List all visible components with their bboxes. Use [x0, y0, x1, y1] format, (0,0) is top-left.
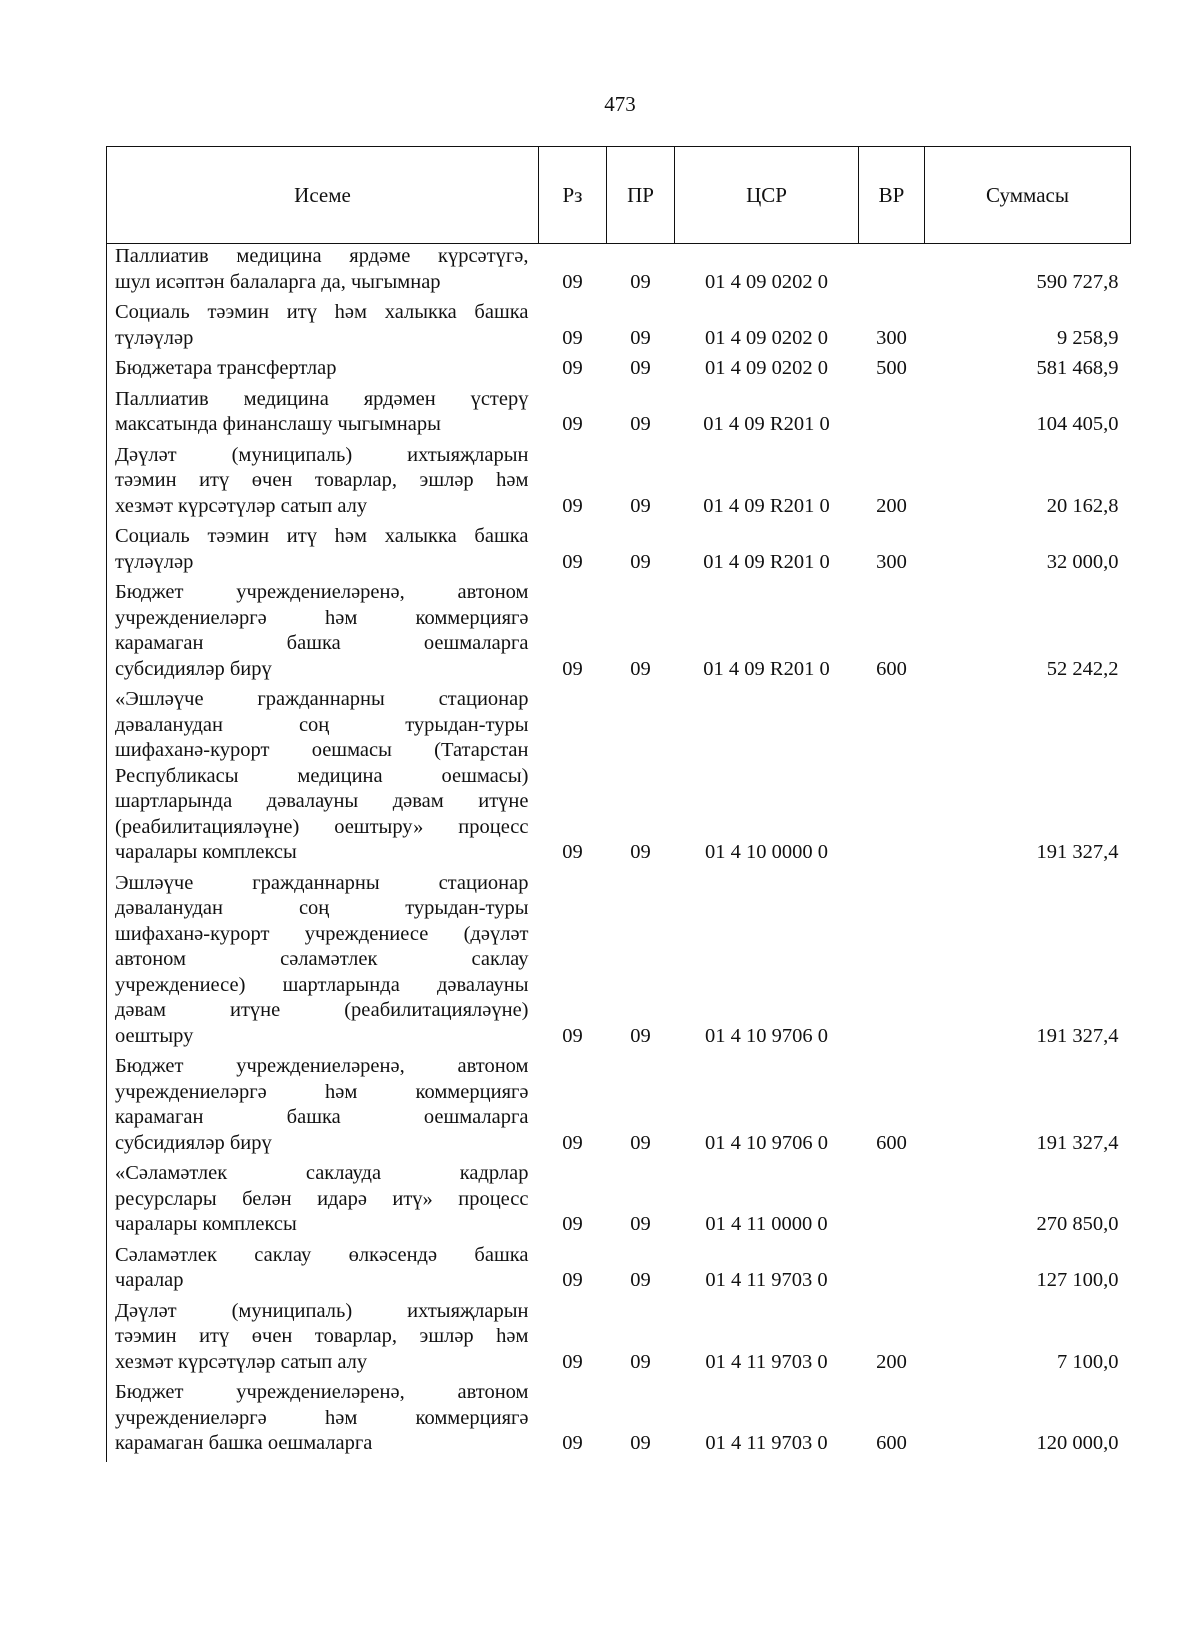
row-pr: 09: [630, 357, 651, 379]
row-name: [107, 244, 539, 301]
table-row: [107, 580, 1131, 687]
row-sum: 9 258,9: [1057, 326, 1119, 349]
row-name-line: максатында финанслашу чыгымнары: [115, 413, 441, 435]
row-name-line: шифаханә-курорт учреждениесе (дәүләт: [115, 922, 529, 945]
table-row: [107, 524, 1131, 580]
table-row: [107, 1380, 1131, 1462]
row-vr: [859, 244, 925, 301]
row-vr: [859, 1243, 925, 1299]
row-rz: 09: [562, 1269, 583, 1291]
row-name-line: ресурслары белән идарә итү» процесс: [115, 1187, 529, 1210]
row-name-line: учреждениеләргә һәм коммерциягә: [115, 1406, 529, 1429]
row-sum: 7 100,0: [1057, 1350, 1119, 1373]
row-name: [107, 443, 539, 525]
header-pr: ПР: [607, 147, 675, 244]
row-csr: 01 4 10 9706 0: [705, 1024, 828, 1047]
row-name: [107, 524, 539, 580]
row-vr: 200: [876, 494, 907, 517]
row-name-line: тәэмин итү өчен товарлар, эшләр һәм: [115, 1325, 529, 1347]
row-vr: [859, 387, 925, 443]
row-csr: 01 4 11 0000 0: [705, 1213, 828, 1235]
row-sum: 20 162,8: [1046, 494, 1119, 517]
row-sum: 191 327,4: [1036, 1131, 1119, 1154]
row-rz: 09: [562, 494, 583, 517]
table-row: [107, 300, 1131, 356]
row-name-line: Паллиатив медицина ярдәме күрсәтүгә,: [115, 245, 529, 267]
row-name-line: Дәүләт (муниципаль) ихтыяҗларын: [115, 1299, 529, 1322]
row-vr: 600: [876, 1432, 907, 1454]
row-sum: 120 000,0: [1036, 1432, 1119, 1454]
table-row: [107, 1161, 1131, 1243]
row-name-line: Сәламәтлек саклау өлкәсендә башка: [115, 1243, 529, 1266]
row-csr: 01 4 10 0000 0: [705, 841, 828, 863]
table-row: [107, 443, 1131, 525]
row-name-line: субсидияләр бирү: [115, 657, 272, 680]
row-pr: 09: [630, 270, 651, 293]
row-pr: 09: [630, 1024, 651, 1047]
row-pr: 09: [630, 1131, 651, 1154]
row-csr: 01 4 09 R201 0: [703, 657, 830, 680]
row-pr: 09: [630, 494, 651, 517]
row-name-line: Бюджет учреждениеләренә, автоном: [115, 1381, 529, 1403]
row-name: [107, 356, 539, 387]
row-vr: [859, 871, 925, 1055]
row-vr: 300: [876, 326, 907, 349]
table-row: [107, 1243, 1131, 1299]
row-sum: 590 727,8: [1036, 270, 1119, 293]
row-name-line: Дәүләт (муниципаль) ихтыяҗларын: [115, 443, 529, 466]
header-sum: Суммасы: [925, 147, 1131, 244]
row-pr: 09: [630, 550, 651, 573]
row-name: [107, 1243, 539, 1299]
row-name-line: Эшләүче гражданнарны стационар: [115, 871, 529, 894]
row-name-line: чаралары комплексы: [115, 841, 297, 863]
row-sum: 52 242,2: [1046, 657, 1119, 680]
row-rz: 09: [562, 657, 583, 680]
table-row: [107, 871, 1131, 1055]
table-row: [107, 1299, 1131, 1381]
row-csr: 01 4 11 9703 0: [705, 1432, 828, 1454]
row-pr: 09: [630, 1350, 651, 1373]
row-pr: 09: [630, 1213, 651, 1235]
table-row: [107, 687, 1131, 871]
row-csr: 01 4 09 0202 0: [705, 357, 828, 379]
row-name-line: учреждениеләргә һәм коммерциягә: [115, 606, 529, 629]
row-name-line: түләүләр: [115, 326, 194, 349]
row-pr: 09: [630, 326, 651, 349]
row-csr: 01 4 09 R201 0: [703, 550, 830, 573]
row-name-line: Паллиатив медицина ярдәмен үстерү: [115, 387, 529, 410]
table-row: [107, 356, 1131, 387]
row-rz: 09: [562, 326, 583, 349]
row-name-line: оештыру: [115, 1024, 194, 1047]
header-name: Исеме: [107, 147, 539, 244]
row-rz: 09: [562, 1213, 583, 1235]
row-name-line: дәваланудан соң турыдан-туры: [115, 713, 529, 736]
row-vr: 300: [876, 550, 907, 573]
row-rz: 09: [562, 1432, 583, 1454]
row-csr: 01 4 09 0202 0: [705, 270, 828, 293]
row-sum: 191 327,4: [1036, 1024, 1119, 1047]
row-name-line: субсидияләр бирү: [115, 1131, 272, 1154]
row-sum: 104 405,0: [1036, 413, 1119, 435]
row-vr: [859, 1161, 925, 1243]
row-name-line: шул исәптән балаларга да, чыгымнар: [115, 270, 441, 293]
row-vr: [859, 687, 925, 871]
header-rz: Рз: [539, 147, 607, 244]
row-rz: 09: [562, 413, 583, 435]
row-pr: 09: [630, 1432, 651, 1454]
row-name-line: Социаль тәэмин итү һәм халыкка башка: [115, 525, 529, 547]
row-name-line: түләүләр: [115, 550, 194, 573]
row-name: [107, 1161, 539, 1243]
row-pr: 09: [630, 841, 651, 863]
row-name-line: хезмәт күрсәтүләр сатып алу: [115, 1350, 368, 1373]
row-pr: 09: [630, 1269, 651, 1291]
header-csr: ЦСР: [675, 147, 859, 244]
row-rz: 09: [562, 357, 583, 379]
table-body: [107, 244, 1131, 1462]
row-name-line: дәваланудан соң турыдан-туры: [115, 897, 529, 919]
row-name-line: «Сәламәтлек саклауда кадрлар: [115, 1162, 529, 1184]
row-name-line: карамаган башка оешмаларга: [115, 632, 529, 654]
header-vr: ВР: [859, 147, 925, 244]
row-rz: 09: [562, 841, 583, 863]
row-name: [107, 687, 539, 871]
row-csr: 01 4 09 0202 0: [705, 326, 828, 349]
row-rz: 09: [562, 550, 583, 573]
row-name-line: шартларында дәвалауны дәвам итүне: [115, 790, 529, 812]
row-name: [107, 580, 539, 687]
row-name-line: «Эшләүче гражданнарны стационар: [115, 688, 529, 710]
table-row: [107, 244, 1131, 301]
row-name-line: шифаханә-курорт оешмасы (Татарстан: [115, 739, 529, 761]
row-rz: 09: [562, 1350, 583, 1373]
row-sum: 32 000,0: [1046, 550, 1119, 573]
row-vr: 600: [876, 657, 907, 680]
row-csr: 01 4 11 9703 0: [705, 1350, 828, 1373]
row-pr: 09: [630, 413, 651, 435]
table-row: [107, 387, 1131, 443]
row-name: [107, 1054, 539, 1161]
row-name: [107, 300, 539, 356]
row-name-line: (реабилитацияләүне) оештыру» процесс: [115, 815, 529, 838]
row-name-line: чаралар: [115, 1269, 184, 1291]
row-name-line: автоном сәламәтлек саклау: [115, 948, 529, 970]
row-sum: 270 850,0: [1036, 1213, 1119, 1235]
table-row: [107, 1054, 1131, 1161]
table-header: [107, 147, 1131, 244]
row-name-line: Бюджетара трансфертлар: [115, 357, 337, 379]
row-name: [107, 1299, 539, 1381]
row-rz: 09: [562, 1131, 583, 1154]
row-name-line: дәвам итүне (реабилитацияләүне): [115, 999, 529, 1021]
row-sum: 581 468,9: [1036, 357, 1119, 379]
row-name-line: карамаган башка оешмаларга: [115, 1432, 373, 1454]
row-sum: 127 100,0: [1036, 1269, 1119, 1291]
row-name-line: Бюджет учреждениеләренә, автоном: [115, 1055, 529, 1077]
page-number: 473: [604, 92, 636, 116]
row-name-line: карамаган башка оешмаларга: [115, 1106, 529, 1128]
budget-table: [106, 146, 1131, 1462]
row-name-line: учреждениесе) шартларында дәвалауны: [115, 973, 529, 996]
row-name-line: тәэмин итү өчен товарлар, эшләр һәм: [115, 469, 529, 491]
row-name: [107, 1380, 539, 1462]
row-pr: 09: [630, 657, 651, 680]
row-csr: 01 4 11 9703 0: [705, 1269, 828, 1291]
row-name-line: Республикасы медицина оешмасы): [115, 764, 529, 787]
row-vr: 200: [876, 1350, 907, 1373]
row-vr: 600: [876, 1131, 907, 1154]
row-name-line: чаралары комплексы: [115, 1213, 297, 1235]
row-csr: 01 4 10 9706 0: [705, 1131, 828, 1154]
row-name: [107, 871, 539, 1055]
row-csr: 01 4 09 R201 0: [703, 494, 830, 517]
row-name: [107, 387, 539, 443]
row-vr: 500: [876, 357, 907, 379]
row-name-line: Социаль тәэмин итү һәм халыкка башка: [115, 301, 529, 323]
row-name-line: Бюджет учреждениеләренә, автоном: [115, 581, 529, 603]
row-csr: 01 4 09 R201 0: [703, 413, 830, 435]
row-name-line: хезмәт күрсәтүләр сатып алу: [115, 494, 368, 517]
row-rz: 09: [562, 270, 583, 293]
row-name-line: учреждениеләргә һәм коммерциягә: [115, 1080, 529, 1103]
row-sum: 191 327,4: [1036, 841, 1119, 863]
row-rz: 09: [562, 1024, 583, 1047]
